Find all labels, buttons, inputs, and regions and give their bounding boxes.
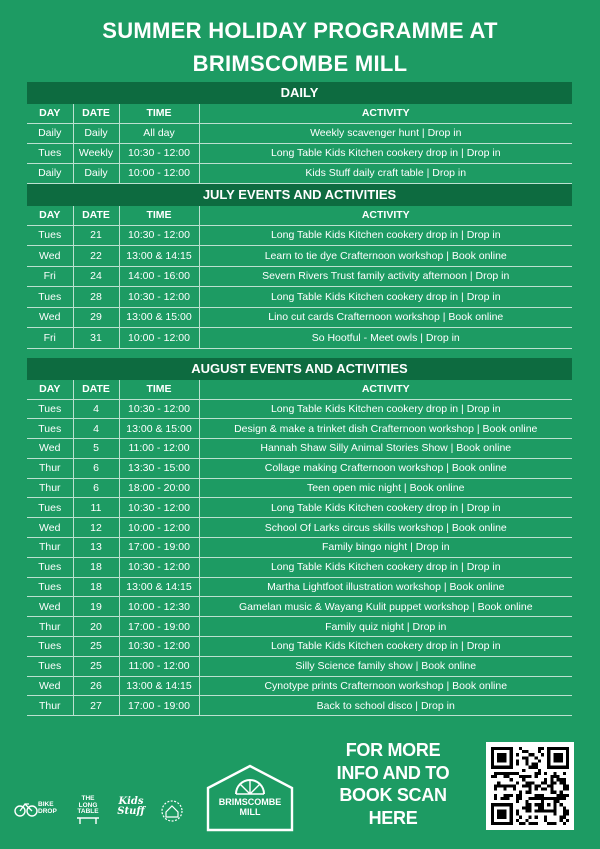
cell-date: 12	[73, 518, 119, 538]
cell-activity: Martha Lightfoot illustration workshop | Book online	[199, 577, 572, 597]
cta-text	[318, 739, 468, 829]
cell-activity: Lino cut cards Crafternoon workshop | Book online	[199, 307, 572, 328]
daily-table	[27, 104, 572, 184]
table-header-row	[27, 206, 572, 225]
header-day: DAY	[27, 380, 73, 399]
cell-day: Wed	[27, 307, 73, 328]
cell-activity: Collage making Crafternoon workshop | Book online	[199, 458, 572, 478]
cell-day: Tues	[27, 498, 73, 518]
cell-time: 17:00 - 19:00	[119, 696, 199, 716]
cell-date: 11	[73, 498, 119, 518]
bike-drop-logo	[14, 798, 64, 820]
cta-line-4: HERE	[368, 807, 418, 828]
header-time: TIME	[119, 206, 199, 225]
cell-time: 17:00 - 19:00	[119, 538, 199, 558]
cell-time: 13:00 & 14:15	[119, 676, 199, 696]
table-row	[27, 419, 572, 439]
long-table-text: THE LONG TABLE	[77, 795, 99, 815]
cell-activity: Long Table Kids Kitchen cookery drop in | Drop in	[199, 498, 572, 518]
title-line-1: SUMMER HOLIDAY PROGRAMME AT	[102, 18, 498, 43]
cell-date: 21	[73, 225, 119, 246]
cell-time: 10:00 - 12:00	[119, 328, 199, 349]
cell-date: Daily	[73, 123, 119, 143]
cell-date: 22	[73, 246, 119, 267]
cell-date: 27	[73, 696, 119, 716]
cta-line-1: FOR MORE	[345, 740, 441, 760]
cell-activity: Long Table Kids Kitchen cookery drop in | Drop in	[199, 557, 572, 577]
july-section-header: JULY EVENTS AND ACTIVITIES	[27, 184, 572, 206]
cell-date: 24	[73, 266, 119, 287]
cell-activity: Cynotype prints Crafternoon workshop | Book online	[199, 676, 572, 696]
cell-day: Tues	[27, 399, 73, 419]
kids-stuff-logo	[114, 797, 148, 817]
cell-date: 31	[73, 328, 119, 349]
cell-day: Tues	[27, 143, 73, 163]
cell-day: Thur	[27, 458, 73, 478]
mill-logo-line-1: BRIMSCOMBE	[218, 797, 282, 807]
cell-date: 20	[73, 617, 119, 637]
table-row	[27, 328, 572, 349]
cell-date: 28	[73, 287, 119, 308]
cell-time: 10:30 - 12:00	[119, 143, 199, 163]
cell-activity: Long Table Kids Kitchen cookery drop in | Drop in	[199, 399, 572, 419]
long-table-logo	[76, 796, 100, 824]
title-line-2: BRIMSCOMBE MILL	[192, 51, 408, 76]
cell-activity: Gamelan music & Wayang Kulit puppet workshop | Book online	[199, 597, 572, 617]
mill-window-icon	[236, 780, 264, 794]
table-row	[27, 656, 572, 676]
cell-time: 10:30 - 12:00	[119, 498, 199, 518]
table-row	[27, 123, 572, 143]
page-title	[0, 14, 600, 80]
table-row	[27, 518, 572, 538]
cell-activity: Long Table Kids Kitchen cookery drop in | Drop in	[199, 225, 572, 246]
cell-time: 17:00 - 19:00	[119, 617, 199, 637]
qr-code-icon	[491, 747, 569, 825]
cell-time: 13:00 & 14:15	[119, 246, 199, 267]
cell-day: Fri	[27, 328, 73, 349]
mill-logo-text	[208, 797, 292, 817]
mill-logo-line-2: MILL	[239, 807, 261, 817]
cell-date: 19	[73, 597, 119, 617]
cell-time: 14:00 - 16:00	[119, 266, 199, 287]
cell-day: Wed	[27, 518, 73, 538]
cell-day: Thur	[27, 478, 73, 498]
cell-time: 10:00 - 12:00	[119, 163, 199, 183]
cell-day: Tues	[27, 656, 73, 676]
cta-line-3: BOOK SCAN	[339, 785, 447, 805]
cell-date: 25	[73, 637, 119, 657]
cell-day: Wed	[27, 597, 73, 617]
cell-date: 4	[73, 399, 119, 419]
table-row	[27, 307, 572, 328]
table-header-row	[27, 104, 572, 123]
cell-day: Tues	[27, 419, 73, 439]
table-row	[27, 266, 572, 287]
cell-date: 6	[73, 458, 119, 478]
header-date: DATE	[73, 104, 119, 123]
cell-time: 10:30 - 12:00	[119, 225, 199, 246]
kids-stuff-text: Kids Stuff	[117, 796, 145, 817]
table-row	[27, 637, 572, 657]
house-logo	[160, 800, 184, 822]
cell-activity: Kids Stuff daily craft table | Drop in	[199, 163, 572, 183]
header-activity: ACTIVITY	[199, 104, 572, 123]
table-icon	[76, 816, 100, 824]
cell-day: Daily	[27, 123, 73, 143]
cell-activity: Back to school disco | Drop in	[199, 696, 572, 716]
cell-day: Tues	[27, 225, 73, 246]
cell-time: 13:00 & 15:00	[119, 419, 199, 439]
cell-time: 18:00 - 20:00	[119, 478, 199, 498]
cell-activity: Hannah Shaw Silly Animal Stories Show | Book online	[199, 439, 572, 459]
header-activity: ACTIVITY	[199, 206, 572, 225]
table-row	[27, 498, 572, 518]
cell-time: 11:00 - 12:00	[119, 439, 199, 459]
cell-date: 6	[73, 478, 119, 498]
table-row	[27, 399, 572, 419]
cell-activity: Silly Science family show | Book online	[199, 656, 572, 676]
cell-activity: Family bingo night | Drop in	[199, 538, 572, 558]
cell-time: All day	[119, 123, 199, 143]
cell-time: 13:00 & 15:00	[119, 307, 199, 328]
table-row	[27, 617, 572, 637]
july-table	[27, 206, 572, 349]
cell-activity: So Hootful - Meet owls | Drop in	[199, 328, 572, 349]
header-date: DATE	[73, 206, 119, 225]
cell-date: 26	[73, 676, 119, 696]
table-row	[27, 577, 572, 597]
cell-time: 10:30 - 12:00	[119, 287, 199, 308]
cell-day: Tues	[27, 637, 73, 657]
header-activity: ACTIVITY	[199, 380, 572, 399]
cell-activity: Teen open mic night | Book online	[199, 478, 572, 498]
cell-day: Daily	[27, 163, 73, 183]
header-date: DATE	[73, 380, 119, 399]
august-table	[27, 380, 572, 716]
qr-code[interactable]	[486, 742, 574, 830]
cell-time: 10:30 - 12:00	[119, 637, 199, 657]
table-header-row	[27, 380, 572, 399]
cell-day: Thur	[27, 538, 73, 558]
table-row	[27, 557, 572, 577]
cell-time: 10:30 - 12:00	[119, 557, 199, 577]
table-row	[27, 676, 572, 696]
table-row	[27, 225, 572, 246]
header-time: TIME	[119, 104, 199, 123]
house-outline-icon	[160, 800, 184, 822]
cell-time: 11:00 - 12:00	[119, 656, 199, 676]
cell-activity: Design & make a trinket dish Crafternoon workshop | Book online	[199, 419, 572, 439]
cell-activity: School Of Larks circus skills workshop | Book online	[199, 518, 572, 538]
table-row	[27, 439, 572, 459]
cell-activity: Long Table Kids Kitchen cookery drop in | Drop in	[199, 287, 572, 308]
cell-date: 13	[73, 538, 119, 558]
header-time: TIME	[119, 380, 199, 399]
august-section-header: AUGUST EVENTS AND ACTIVITIES	[27, 358, 572, 380]
table-row	[27, 287, 572, 308]
cell-date: 25	[73, 656, 119, 676]
cell-time: 13:00 & 14:15	[119, 577, 199, 597]
cell-day: Wed	[27, 676, 73, 696]
cell-date: Weekly	[73, 143, 119, 163]
cell-day: Wed	[27, 439, 73, 459]
cell-date: 18	[73, 577, 119, 597]
cell-activity: Family quiz night | Drop in	[199, 617, 572, 637]
cell-day: Tues	[27, 577, 73, 597]
cell-day: Wed	[27, 246, 73, 267]
table-row	[27, 696, 572, 716]
daily-section-header: DAILY	[27, 82, 572, 104]
cell-activity: Long Table Kids Kitchen cookery drop in | Drop in	[199, 143, 572, 163]
table-row	[27, 478, 572, 498]
table-row	[27, 597, 572, 617]
header-day: DAY	[27, 206, 73, 225]
cta-line-2: INFO AND TO	[336, 762, 450, 783]
cell-time: 10:00 - 12:00	[119, 518, 199, 538]
cell-activity: Weekly scavenger hunt | Drop in	[199, 123, 572, 143]
table-row	[27, 538, 572, 558]
cell-date: 5	[73, 439, 119, 459]
cell-activity: Severn Rivers Trust family activity afternoon | Drop in	[199, 266, 572, 287]
cell-time: 13:30 - 15:00	[119, 458, 199, 478]
cell-day: Tues	[27, 287, 73, 308]
cell-time: 10:00 - 12:30	[119, 597, 199, 617]
cell-day: Fri	[27, 266, 73, 287]
bike-drop-text: BIKE DROP	[38, 801, 57, 815]
cell-time: 10:30 - 12:00	[119, 399, 199, 419]
table-row	[27, 143, 572, 163]
table-row	[27, 246, 572, 267]
cell-activity: Long Table Kids Kitchen cookery drop in | Drop in	[199, 637, 572, 657]
header-day: DAY	[27, 104, 73, 123]
cell-day: Thur	[27, 696, 73, 716]
cell-day: Thur	[27, 617, 73, 637]
cell-date: 29	[73, 307, 119, 328]
cell-day: Tues	[27, 557, 73, 577]
cell-date: 4	[73, 419, 119, 439]
cell-date: 18	[73, 557, 119, 577]
table-row	[27, 458, 572, 478]
table-row	[27, 163, 572, 183]
cell-date: Daily	[73, 163, 119, 183]
cell-activity: Learn to tie dye Crafternoon workshop | Book online	[199, 246, 572, 267]
